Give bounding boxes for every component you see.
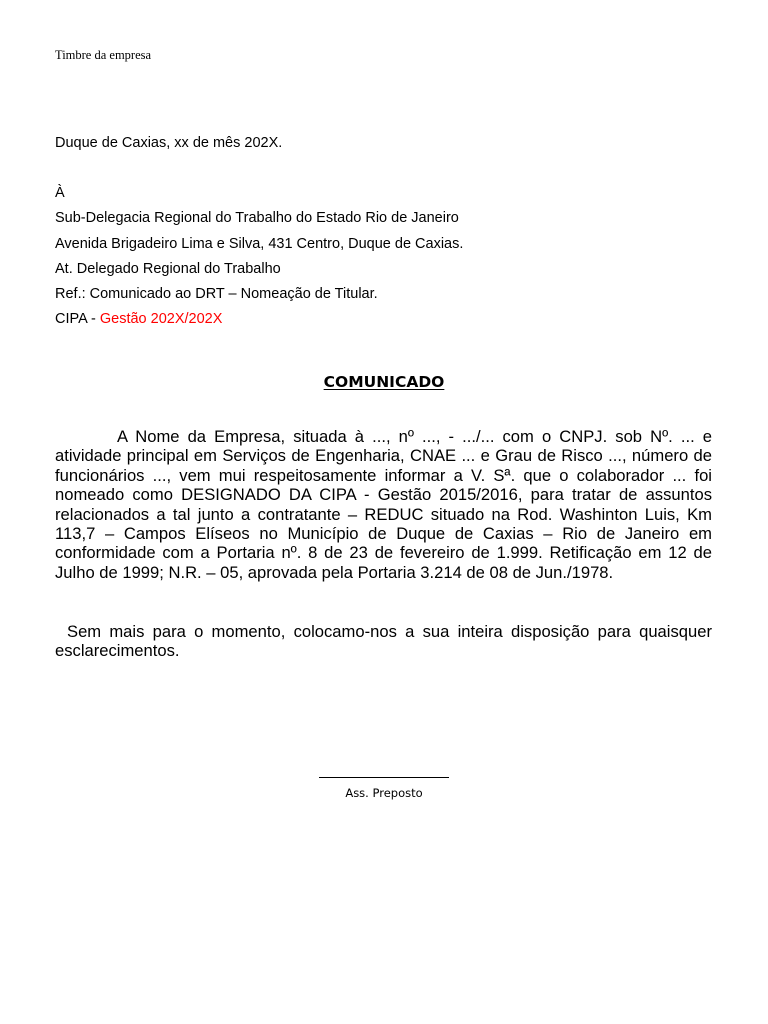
letterhead: Timbre da empresa	[55, 48, 152, 62]
signature-label: Ass. Preposto	[345, 786, 423, 800]
reference-line: Ref.: Comunicado ao DRT – Nomeação de Titular.	[55, 286, 378, 302]
cipa-line	[55, 310, 222, 328]
cipa-prefix: CIPA -	[55, 311, 100, 327]
body-paragraph-1: A Nome da Empresa, situada à ..., nº ..., - .../... com o CNPJ. sob Nº. ... e atividade principal em Serviços de Engenharia, CNAE ... e Grau de Risco ..., número de funcionários ..., vem mui respeitosamente informar a V. Sª. que o colaborador ... foi nomeado como DESIGNADO DA CIPA - Gestão 2015/2016, para tratar de assuntos relacionados a tal junto a contratante – REDUC situado na Rod. Washinton Luis, Km 113,7 – Campos Elíseos no Município de Duque de Caxias – Rio de Janeiro em conformidade com a Portaria nº. 8 de 23 de fevereiro de 1.999. Retificação em 12 de Julho de 1999; N.R. – 05, aprovada pela Portaria 3.214 de 08 de Jun./1978.	[55, 427, 712, 582]
recipient-line-2: Avenida Brigadeiro Lima e Silva, 431 Centro, Duque de Caxias.	[55, 236, 464, 252]
recipient-line-3: At. Delegado Regional do Trabalho	[55, 261, 281, 277]
recipient-line-1: Sub-Delegacia Regional do Trabalho do Estado Rio de Janeiro	[55, 210, 459, 226]
signature-line	[319, 777, 449, 778]
date-line: Duque de Caxias, xx de mês 202X.	[55, 135, 283, 151]
recipient-salutation: À	[55, 185, 65, 201]
cipa-gestao: Gestão 202X/202X	[99, 311, 223, 327]
document-title-text: COMUNICADO	[323, 373, 445, 391]
body-paragraph-2: Sem mais para o momento, colocamo-nos a sua inteira disposição para quaisquer esclarecimentos.	[55, 622, 712, 661]
document-title	[0, 372, 768, 392]
